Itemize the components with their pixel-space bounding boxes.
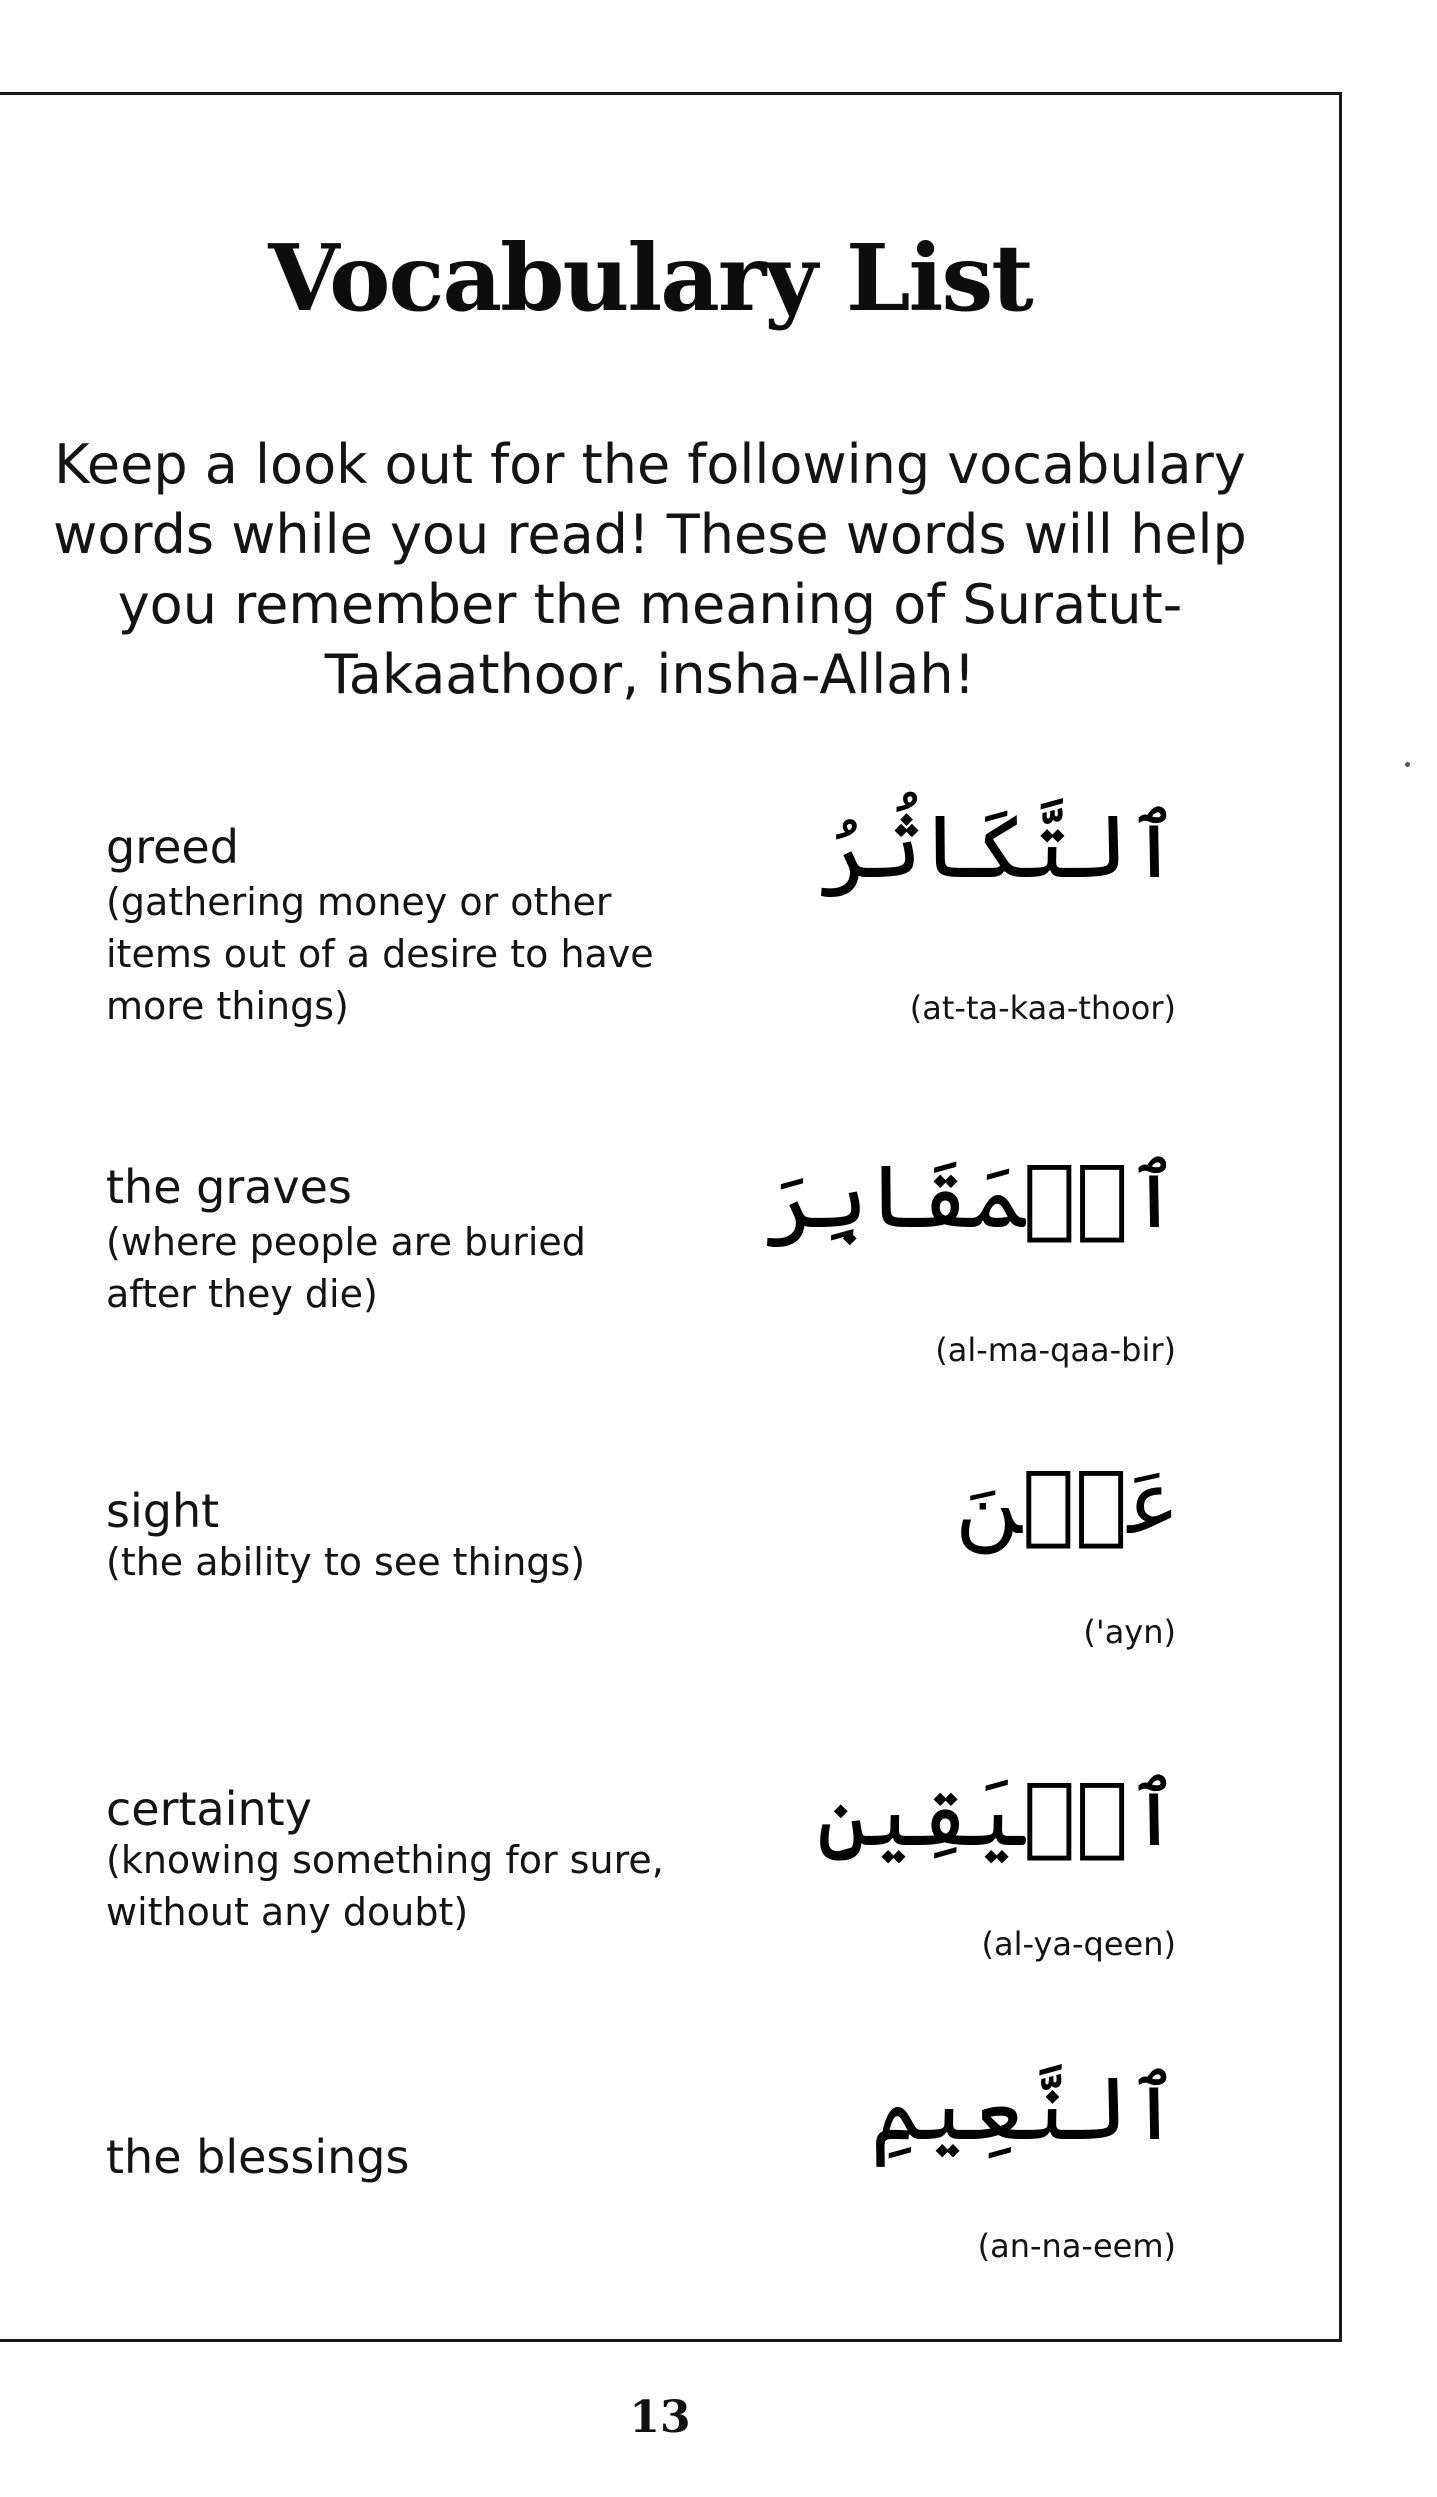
vocab-arabic: ٱلۡيَقِينِ [816, 1763, 1180, 1866]
page-title: Vocabulary List [268, 224, 1032, 332]
vocab-word: sight [106, 1484, 220, 1538]
vocab-word: the graves [106, 1160, 352, 1214]
vocab-arabic: ٱلتَّكَاثُرُ [819, 795, 1180, 898]
vocab-transliteration: (al-ma-qaa-bir) [935, 1331, 1176, 1369]
scan-speck [1405, 762, 1410, 767]
intro-paragraph: Keep a look out for the following vocabulary words while you read! These words will help you remember the meaning of Suratut-Takaathoor, insha-Allah! [53, 433, 1247, 706]
vocab-arabic: عَيۡنَ [954, 1451, 1180, 1554]
vocab-arabic: ٱلۡمَقَابِرَ [765, 1145, 1180, 1248]
vocab-transliteration: (al-ya-qeen) [981, 1925, 1176, 1963]
vocab-transliteration: (at-ta-kaa-thoor) [909, 989, 1176, 1027]
vocab-word: greed [106, 820, 239, 874]
vocab-word: the blessings [106, 2130, 410, 2184]
vocab-definition: (gathering money or other items out of a desire to have more things) [106, 880, 654, 1028]
vocab-definition: (knowing something for sure, without any doubt) [106, 1838, 664, 1934]
vocab-transliteration: ('ayn) [1083, 1613, 1176, 1651]
vocab-arabic: ٱلنَّعِيمِ [870, 2057, 1180, 2160]
page-number: 13 [629, 2392, 691, 2443]
vocab-transliteration: (an-na-eem) [977, 2227, 1176, 2265]
vocab-definition: (the ability to see things) [106, 1540, 586, 1584]
vocab-word: certainty [106, 1782, 312, 1836]
vocab-definition: (where people are buried after they die) [106, 1220, 586, 1316]
